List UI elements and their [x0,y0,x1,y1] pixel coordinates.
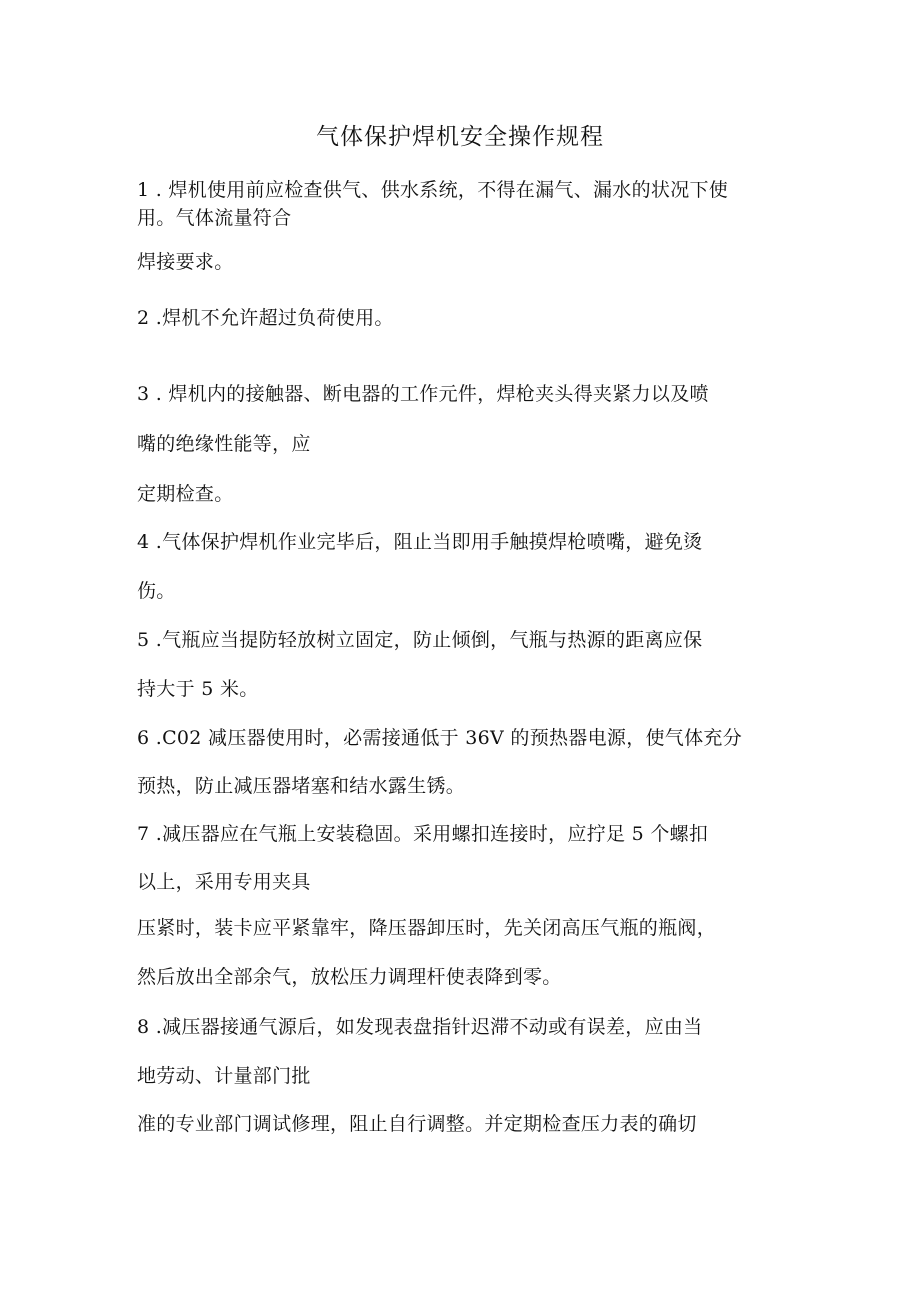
item-8-line-3: 准的专业部门调试修理，阻止自行调整。并定期检查压力表的确切 [137,1113,697,1135]
item-1-line-2: 用。气体流量符合 [137,207,292,229]
item-8-line-2: 地劳动、计量部门批 [137,1065,311,1087]
item-2-line-1: 2 .焊机不允许超过负荷使用。 [137,307,394,329]
item-3-line-3: 定期检查。 [137,483,234,505]
item-5-line-1: 5 .气瓶应当提防轻放树立固定，防止倾倒，气瓶与热源的距离应保 [137,629,703,651]
item-7-line-4: 然后放出全部余气，放松压力调理杆使表降到零。 [137,966,562,988]
item-6-line-2: 预热，防止减压器堵塞和结水露生锈。 [137,775,466,797]
item-4-line-1: 4 .气体保护焊机作业完毕后，阻止当即用手触摸焊枪喷嘴，避免烫 [137,531,703,553]
item-7-line-3: 压紧时，装卡应平紧靠牢，降压器卸压时，先关闭高压气瓶的瓶阀， [137,917,717,939]
item-7-line-1: 7 .减压器应在气瓶上安装稳固。采用螺扣连接时，应拧足 5 个螺扣 [137,823,709,845]
item-4-line-2: 伤。 [137,580,176,602]
item-3-line-1: 3 . 焊机内的接触器、断电器的工作元件，焊枪夹头得夹紧力以及喷 [137,383,709,405]
item-7-line-2: 以上，采用专用夹具 [137,871,311,893]
item-5-line-2: 持大于 5 米。 [137,678,259,700]
item-1-line-1: 1 . 焊机使用前应检查供气、供水系统，不得在漏气、漏水的状况下使 [137,179,729,201]
item-6-line-1: 6 .C02 减压器使用时，必需接通低于 36V 的预热器电源，使气体充分 [137,727,742,749]
document-title: 气体保护焊机安全操作规程 [316,124,604,150]
item-1-line-3: 焊接要求。 [137,251,234,273]
item-8-line-1: 8 .减压器接通气源后，如发现表盘指针迟滞不动或有误差，应由当 [137,1016,703,1038]
item-3-line-2: 嘴的绝缘性能等，应 [137,433,311,455]
